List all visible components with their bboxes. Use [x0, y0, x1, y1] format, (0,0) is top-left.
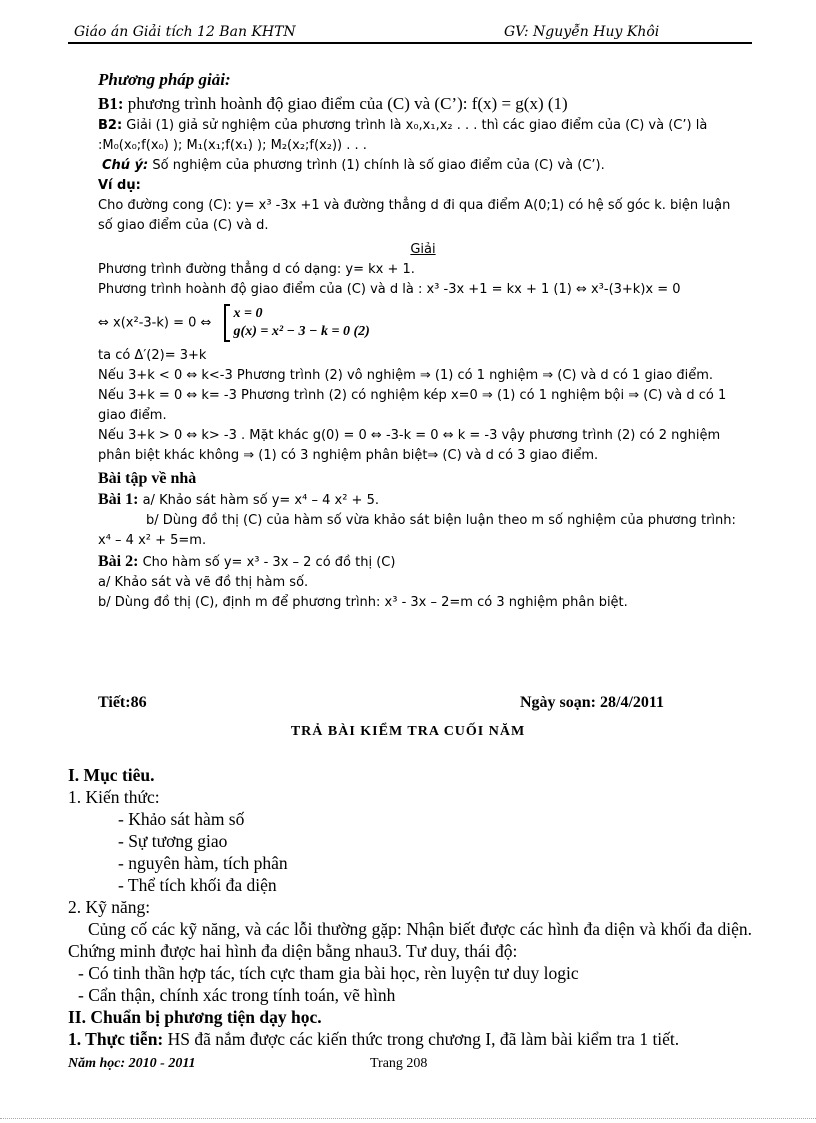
- knowledge-item: - Thể tích khối đa diện: [118, 875, 277, 895]
- bai1-a: a/ Khảo sát hàm số y= x⁴ – 4 x² + 5.: [138, 493, 379, 508]
- bai1-b: b/ Dùng đồ thị (C) của hàm số vừa khảo sát biện luận theo m số nghiệm của phương trình:: [146, 513, 736, 528]
- solution-line-3: [98, 304, 748, 342]
- practice-label: 1. Thực tiễn:: [68, 1029, 164, 1049]
- discriminant-line: ta có Δ′(2)= 3+k: [98, 348, 207, 363]
- system-line-1: x = 0: [233, 306, 263, 321]
- example-text: Cho đường cong (C): y= x³ -3x +1 và đường thẳng d đi qua điểm A(0;1) có hệ số góc k. biện luận số giao điểm của (C) và d.: [98, 198, 731, 233]
- lesson-title: TRẢ BÀI KIỂM TRA CUỐI NĂM: [290, 724, 526, 739]
- factor-equation: ⇔ x(x²-3-k) = 0 ⇔: [98, 315, 212, 331]
- bai2-line: [98, 551, 748, 573]
- step-b2: [98, 116, 748, 156]
- bai2-b: b/ Dùng đồ thị (C), định m để phương trình: x³ - 3x – 2=m có 3 nghiệm phân biệt.: [98, 595, 628, 610]
- solution-line-1: Phương trình đường thẳng d có dạng: y= kx + 1.: [98, 262, 415, 277]
- header-course: Giáo án Giải tích 12 Ban KHTN: [74, 24, 296, 40]
- bai2-text: Cho hàm số y= x³ - 3x – 2 có đồ thị (C): [138, 555, 396, 570]
- case-3: Nếu 3+k > 0 ⇔ k> -3 . Mặt khác g(0) = 0 ⇔ -3-k = 0 ⇔ k = -3 vậy phương trình (2) có 2 nghiệm phân biệt khác không ⇒ (1) có 3 nghiệm phân biệt⇒ (C) và d có 3 giao điểm.: [98, 428, 721, 463]
- step-b1: [98, 94, 748, 114]
- solution-label: Giải: [410, 242, 436, 257]
- footer-page: Trang 208: [370, 1056, 428, 1071]
- system-line-2: g(x) = x² − 3 − k = 0 (2): [233, 324, 370, 339]
- skills-text: Củng cố các kỹ năng, và các lỗi thường gặp: Nhận biết được các hình đa diện và khối đa diện. Chứng minh được hai hình đa diện bằng nhau3. Tư duy, thái độ:: [68, 919, 752, 961]
- knowledge-item: - Sự tương giao: [118, 831, 228, 851]
- bai1-line: [98, 489, 748, 511]
- note-label: Chú ý:: [102, 158, 149, 173]
- knowledge-item: - nguyên hàm, tích phân: [118, 853, 288, 873]
- b1-label: B1:: [98, 94, 124, 113]
- preparation-heading: II. Chuẩn bị phương tiện dạy học.: [68, 1007, 322, 1027]
- page-header: [68, 22, 752, 44]
- bai1-equation: x⁴ – 4 x² + 5=m.: [98, 533, 207, 548]
- footer-year: Năm học: 2010 - 2011: [68, 1056, 196, 1071]
- bai2-a: a/ Khảo sát và vẽ đồ thị hàm số.: [98, 575, 309, 590]
- page-bottom-divider: [0, 1118, 816, 1119]
- method-title: Phương pháp giải:: [98, 70, 231, 89]
- header-teacher: GV: Nguyễn Huy Khôi: [504, 24, 660, 40]
- b2-label: B2:: [98, 118, 123, 133]
- practice-line: [68, 1028, 752, 1050]
- lesson-date: Ngày soạn: 28/4/2011: [520, 694, 665, 711]
- bai1-label: Bài 1:: [98, 491, 139, 508]
- b1-text: phương trình hoành độ giao điểm của (C) và (C’): f(x) = g(x) (1): [123, 94, 568, 113]
- knowledge-heading: 1. Kiến thức:: [68, 787, 160, 807]
- example-label: Ví dụ:: [98, 178, 141, 193]
- skills-heading: 2. Kỹ năng:: [68, 897, 151, 917]
- lesson-number: Tiết:86: [98, 694, 147, 711]
- bai2-label: Bài 2:: [98, 553, 139, 570]
- objectives-heading: I. Mục tiêu.: [68, 765, 155, 785]
- note: [98, 156, 748, 176]
- attitude-1: - Có tinh thần hợp tác, tích cực tham gia bài học, rèn luyện tư duy logic: [78, 963, 579, 983]
- homework-title: Bài tập về nhà: [98, 470, 197, 487]
- case-1: Nếu 3+k < 0 ⇔ k<-3 Phương trình (2) vô nghiệm ⇒ (1) có 1 nghiệm ⇒ (C) và d có 1 giao điểm.: [98, 368, 714, 383]
- solution-line-2: Phương trình hoành độ giao điểm của (C) và d là : x³ -3x +1 = kx + 1 (1) ⇔ x³-(3+k)x = 0: [98, 282, 681, 297]
- note-text: Số nghiệm của phương trình (1) chính là số giao điểm của (C) và (C’).: [148, 158, 605, 173]
- case-2: Nếu 3+k = 0 ⇔ k= -3 Phương trình (2) có nghiệm kép x=0 ⇒ (1) có 1 nghiệm bội ⇒ (C) và d có 1 giao điểm.: [98, 388, 727, 423]
- attitude-2: - Cẩn thận, chính xác trong tính toán, vẽ hình: [78, 985, 396, 1005]
- equation-system: [224, 304, 370, 342]
- section-method: [98, 70, 748, 613]
- knowledge-item: - Khảo sát hàm số: [118, 809, 245, 829]
- practice-text: HS đã nắm được các kiến thức trong chương I, đã làm bài kiểm tra 1 tiết.: [163, 1029, 680, 1049]
- bracket-symbol: [224, 304, 230, 342]
- b2-text: Giải (1) giả sử nghiệm của phương trình là x₀,x₁,x₂ . . . thì các giao điểm của (C) và (C’) là :M₀(x₀;f(x₀) ); M₁(x₁;f(x₁) ); M₂(x₂;f(x₂)) . . .: [98, 118, 708, 153]
- section-objectives: [68, 764, 752, 1050]
